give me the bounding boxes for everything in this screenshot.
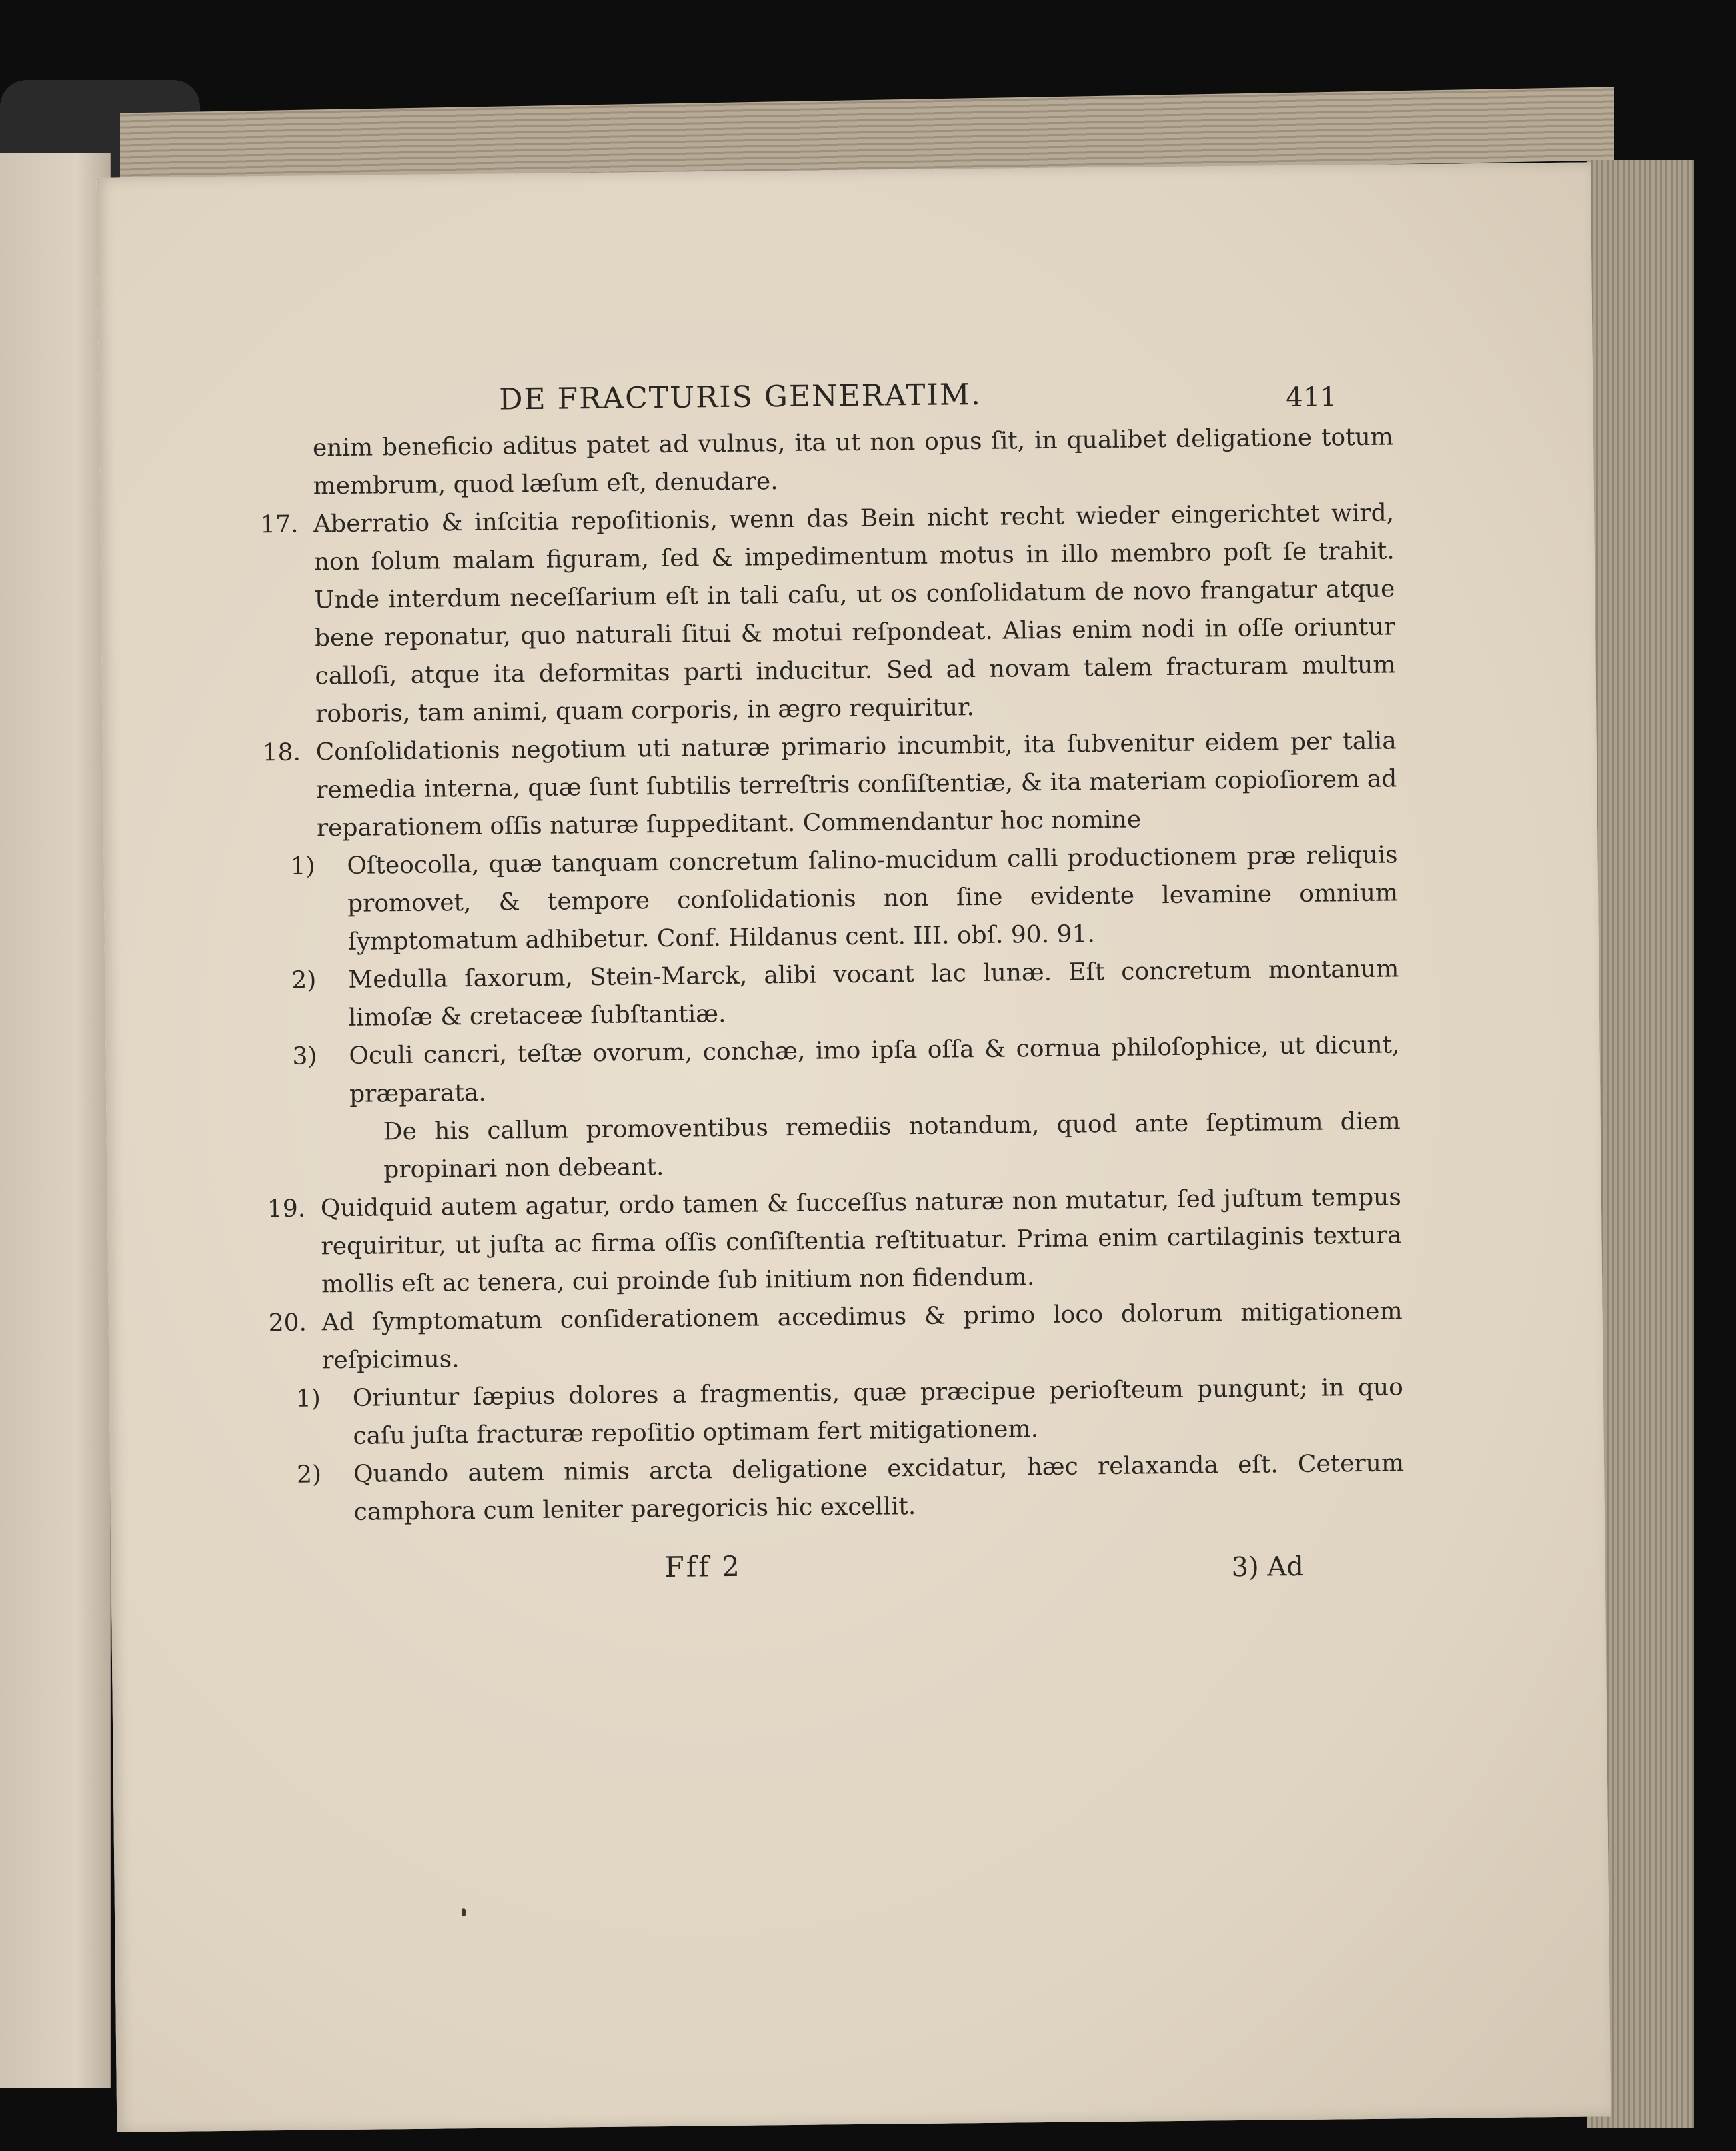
section-18-item-3-number: 3) [292,1042,317,1070]
intro-paragraph: enim beneficio aditus patet ad vulnus, ita ut non opus ſit, in qualibet deligatione totum membrum, quod læſum eſt, denudare. [312,423,1394,500]
signature-mark: Fff 2 [664,1549,742,1584]
section-20-item-1 [269,1368,1404,1456]
section-18-item-3 [265,1026,1400,1114]
book-page [97,162,1611,2132]
section-17 [260,494,1396,734]
section-18-item-2 [265,950,1399,1038]
section-19-number: 19. [267,1195,306,1223]
section-18-item-2-text: Medulla ſaxorum, Stein-Marck, alibi vocant lac lunæ. Eſt concretum montanum limoſæ & cretaceæ ſubſtantiæ. [348,955,1399,1032]
section-18-text: Conſolidationis negotium uti naturæ primario incumbit, ita ſubvenitur eidem per talia remedia interna, quæ ſunt ſubtilis terreſtris conſiſtentiæ, & ita materiam copioſiorem ad reparationem oſſis naturæ ſuppeditant. Commendantur hoc nomine [315,727,1397,842]
section-19 [267,1178,1403,1304]
section-20-item-1-number: 1) [295,1385,321,1413]
section-20-number: 20. [268,1309,307,1337]
ink-speck [462,1908,466,1916]
section-20 [268,1292,1403,1380]
section-19-text: Quidquid autem agatur, ordo tamen & ſucceſſus naturæ non mutatur, ſed juſtum tempus requiritur, ut juſta ac firma oſſis conſiſtentia reſtituatur. Prima enim cartilaginis textura mollis eſt ac tenera, cui proinde ſub initium non fidendum. [320,1183,1402,1299]
page-number: 411 [1286,382,1337,414]
page-footer [271,1533,1405,1605]
section-18-item-1 [263,836,1399,962]
running-title: DE FRACTURIS GENERATIM. [498,377,982,417]
section-20-item-2 [270,1444,1405,1532]
section-18-item-2-number: 2) [291,966,317,994]
section-20-item-2-number: 2) [296,1461,322,1489]
catchword: 3) Ad [1231,1551,1305,1583]
facing-page-edge [0,153,111,2088]
section-20-text: Ad ſymptomatum conſiderationem accedimus & primo loco dolorum mitigationem reſpicimus. [321,1297,1403,1375]
section-20-item-2-text: Quando autem nimis arcta deligatione excidatur, hæc relaxanda eſt. Ceterum camphora cum leniter paregoricis hic excellit. [353,1449,1405,1526]
section-18-item-1-text: Oſteocolla, quæ tanquam concretum ſalino-mucidum calli productionem præ reliquis promovet, & tempore conſolidationis non ſine evidente levamine omnium ſymptomatum adhibetur. Conf. Hildanus cent. III. obſ. 90. 91. [347,841,1399,956]
text-block [259,371,1405,1605]
section-17-number: 17. [259,510,299,539]
section-18-number: 18. [262,738,301,767]
section-18-item-3-text: Oculi cancri, teſtæ ovorum, conchæ, imo ipſa oſſa & cornua philoſophice, ut dicunt, præparata. [349,1031,1400,1108]
section-18-note: De his callum promoventibus remediis notandum, quod ante ſeptimum diem propinari non debeant. [383,1107,1401,1184]
section-18 [262,722,1397,848]
section-20-item-1-text: Oriuntur ſæpius dolores a fragmentis, quæ præcipue perioſteum pungunt; in quo caſu juſta fracturæ repoſitio optimam fert mitigationem. [352,1373,1404,1450]
section-17-text: Aberratio & inſcitia repoſitionis, wenn das Bein nicht recht wieder eingerichtet wird, non ſolum malam figuram, ſed & impedimentum motus in illo membro poſt ſe trahit. Unde interdum neceſſarium eſt in tali caſu, ut os conſolidatum de novo frangatur atque bene reponatur, quo naturali ſitui & motui reſpondeat. Alias enim nodi in oſſe oriuntur calloſi, atque ita deformitas parti inducitur. Sed ad novam talem fracturam multum roboris, tam animi, quam corporis, in ægro requiritur. [313,499,1396,728]
section-18-item-1-number: 1) [290,852,315,880]
